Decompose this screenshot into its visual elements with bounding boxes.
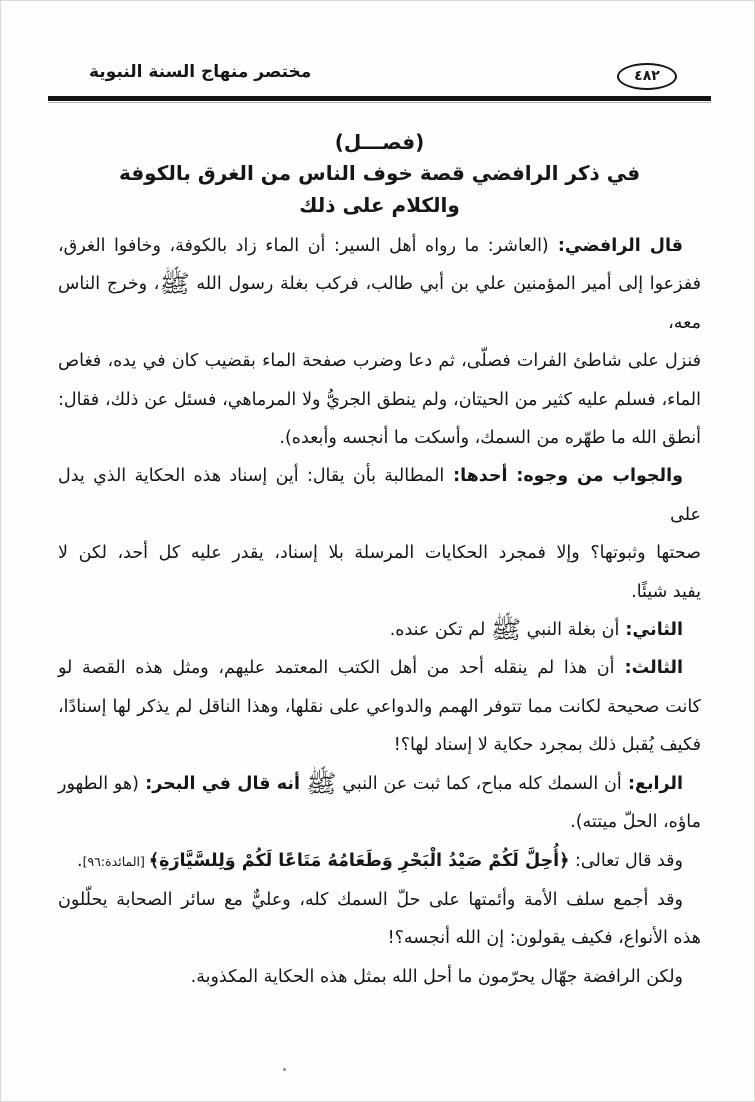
text-segment: قال الرافضي: [548,236,683,256]
text-segment: فنزل على شاطئ الفرات فصلّى، ثم دعا وضرب صفحة الماء بقضيب كان في يده، فغاص [58,351,701,372]
text-segment: الرابع: [621,773,683,794]
pbuh-honorific: ﷺ [490,615,522,645]
text-line [58,265,701,342]
text-segment: وقد قال تعالى: [569,850,683,871]
text-segment: ﴿أُحِلَّ لَكُمْ صَيْدُ الْبَحْرِ وَطَعَامُهُ مَتَاعًا لَكُمْ وَلِلسَّيَّارَةِ﴾ [148,850,570,871]
chapter-title-line1: في ذكر الرافضي قصة خوف الناس من الغرق بالكوفة [118,161,641,185]
text-segment: أنطق الله ما طهّره من السمك، وأسكت ما أنجسه وأبعده). [279,428,701,449]
text-segment: . [77,850,83,871]
book-title: مختصر منهاج السنة النبوية [89,62,312,82]
text-segment: الثالث: [614,658,683,679]
page-number-badge [617,63,677,90]
header-rule [48,96,711,101]
text-line [58,649,701,687]
text-line [58,611,701,649]
text-segment: أن بغلة النبي [521,620,620,641]
text-segment: صحتها وثبوتها؟ وإلا فمجرد الحكايات المرسلة بلا إسناد، يقدر عليه كل أحد، لكن لا [58,543,701,564]
text-segment: وقد أجمع سلف الأمة وأئمتها على حلّ السمك كله، وعليٌّ مع سائر الصحابة يحلّلون [58,889,683,910]
scan-speck [283,1068,286,1071]
pbuh-honorific: ﷺ [306,768,337,798]
text-line [58,381,701,419]
text-segment: أن هذا لم ينقله أحد من أهل الكتب المعتمد عليهم، ومثل هذه القصة لو [58,658,615,679]
text-line [58,765,701,803]
text-segment: كانت صحيحة لكانت مما تتوفر الهمم والدواعي على نقلها، وهذا الناقل لم يذكر لها إسنادًا، [58,696,701,717]
text-line [58,457,701,534]
text-segment: ، وخرج الناس معه، [58,274,701,333]
text-line [58,342,701,380]
text-segment: المطالبة بأن يقال: أين إسناد هذه الحكاية الذي يدل على [58,466,701,525]
text-line [58,842,701,881]
text-line [58,227,701,265]
text-segment: [المائدة:٩٦] [82,853,149,869]
text-segment: ففزعوا إلى أمير المؤمنين علي بن أبي طالب، فركب بغلة رسول الله [189,274,701,295]
text-segment: أنه قال في البحر: [138,773,307,794]
text-segment: ولكن الرافضة جهّال يحرّمون ما أحل الله بمثل هذه الحكاية المكذوبة. [190,966,683,987]
text-line [58,688,701,726]
text-line [58,919,701,957]
text-segment: لم تكن عنده. [389,620,491,641]
text-line [58,958,701,996]
text-segment: هذه الأنواع، فكيف يقولون: إن الله أنجسه؟! [387,928,701,949]
section-heading: (فصـــل) [334,130,425,154]
text-line [58,419,701,457]
text-segment: ماؤه، الحلّ ميتته). [570,812,701,833]
page-number: ٤٨٢ [634,67,660,84]
text-line [58,726,701,764]
text-line [58,881,701,919]
body-text [58,227,701,996]
text-segment: الماء، فسلم عليه كثير من الحيتان، ولم ينطق الجريُّ ولا المرماهي، فسئل عن ذلك، فقال: [58,389,701,410]
text-line [58,534,701,572]
text-segment: الثاني: [619,620,683,641]
text-line [58,803,701,841]
text-line [58,573,701,611]
header-rule-shadow [48,102,711,103]
text-segment: أن السمك كله مباح، كما ثبت عن النبي [336,773,622,794]
chapter-title-line2: والكلام على ذلك [299,193,460,217]
text-segment: فكيف يُقبل ذلك بمجرد حكاية لا إسناد لها؟! [393,735,701,756]
text-segment: يفيد شيئًا. [631,581,701,602]
text-segment: (هو الطهور [58,773,139,794]
text-segment: والجواب من وجوه: أحدها: [444,466,683,487]
pbuh-honorific: ﷺ [159,269,190,299]
text-segment: (العاشر: ما رواه أهل السير: أن الماء زاد بالكوفة، وخافوا الغرق، [58,236,549,256]
page-content [58,127,701,996]
